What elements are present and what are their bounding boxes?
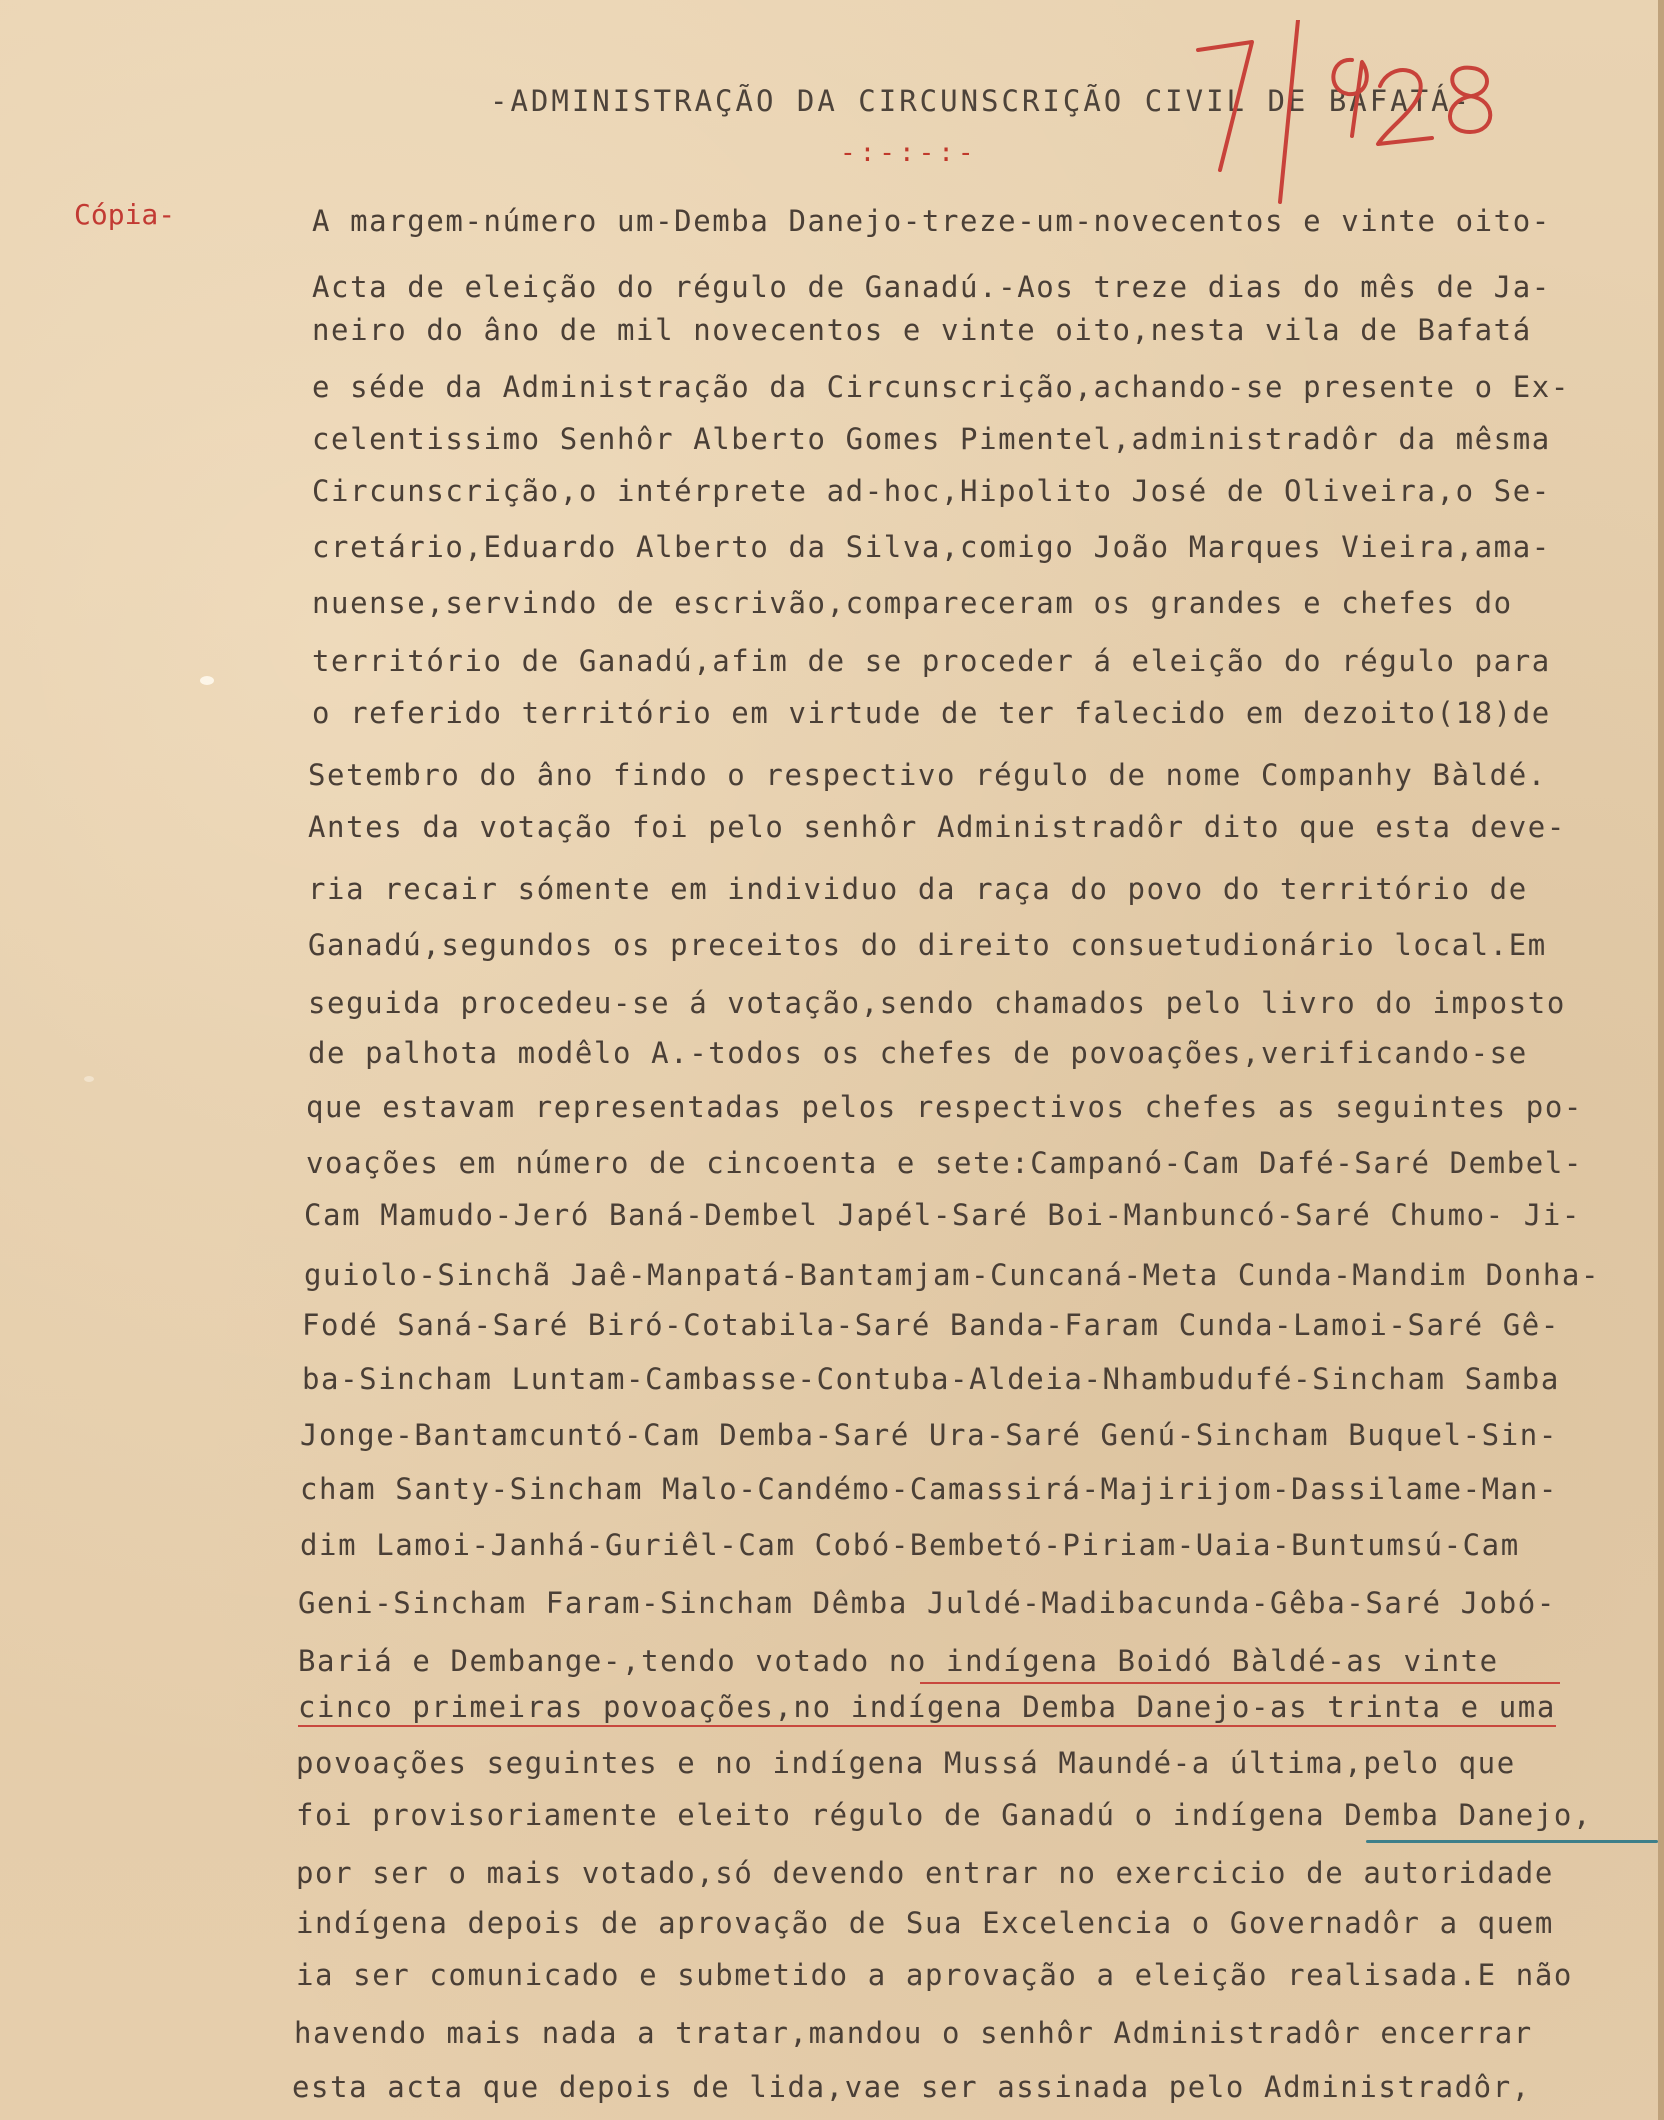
text-line: Bariá e Dembange-,tendo votado no indígena Boidó Bàldé-as vinte (298, 1644, 1499, 1678)
text-line: nuense,servindo de escrivão,compareceram os grandes e chefes do (312, 586, 1513, 620)
text-line: Circunscrição,o intérprete ad-hoc,Hipolito José de Oliveira,o Se- (312, 474, 1551, 508)
text-line: seguida procedeu-se á votação,sendo chamados pelo livro do imposto (308, 986, 1566, 1020)
document-header: -ADMINISTRAÇÃO DA CIRCUNSCRIÇÃO CIVIL DE BAFATÁ- (490, 84, 1473, 118)
text-line: Acta de eleição do régulo de Ganadú.-Aos treze dias do mês de Ja- (312, 270, 1551, 304)
text-line: Cam Mamudo-Jeró Baná-Dembel Japél-Saré Boi-Manbuncó-Saré Chumo- Ji- (304, 1198, 1581, 1232)
text-line: foi provisoriamente eleito régulo de Ganadú o indígena Demba Danejo, (296, 1798, 1593, 1832)
red-underline-annotation (920, 1682, 1560, 1684)
margin-label: Cópia- (74, 198, 176, 231)
text-line: guiolo-Sinchã Jaê-Manpatá-Bantamjam-Cuncaná-Meta Cunda-Mandim Donha- (304, 1258, 1601, 1292)
text-line: que estavam representadas pelos respectivos chefes as seguintes po- (306, 1090, 1583, 1124)
text-line: celentissimo Senhôr Alberto Gomes Pimentel,administradôr da mêsma (312, 422, 1551, 456)
text-line: neiro do âno de mil novecentos e vinte oito,nesta vila de Bafatá (312, 313, 1532, 347)
text-line: havendo mais nada a tratar,mandou o senhôr Administradôr encerrar (294, 2016, 1533, 2050)
text-line: e séde da Administração da Circunscrição,achando-se presente o Ex- (312, 370, 1570, 404)
text-line: Setembro do âno findo o respectivo régulo de nome Companhy Bàldé. (308, 758, 1547, 792)
text-line: A margem-número um-Demba Danejo-treze-um-novecentos e vinte oito- (312, 204, 1551, 238)
text-line: o referido território em virtude de ter falecido em dezoito(18)de (312, 696, 1551, 730)
text-line: indígena depois de aprovação de Sua Excelencia o Governadôr a quem (296, 1906, 1554, 1940)
teal-underline-annotation (1366, 1840, 1658, 1843)
text-line: Geni-Sincham Faram-Sincham Dêmba Juldé-Madibacunda-Gêba-Saré Jobó- (298, 1586, 1556, 1620)
text-line: esta acta que depois de lida,vae ser assinada pelo Administradôr, (292, 2070, 1531, 2104)
text-line: por ser o mais votado,só devendo entrar no exercicio de autoridade (296, 1856, 1554, 1890)
text-line: Fodé Saná-Saré Biró-Cotabila-Saré Banda-Faram Cunda-Lamoi-Saré Gê- (302, 1308, 1560, 1342)
text-line: ia ser comunicado e submetido a aprovação a eleição realisada.E não (296, 1958, 1573, 1992)
text-line: dim Lamoi-Janhá-Guriêl-Cam Cobó-Bembetó-Piriam-Uaia-Buntumsú-Cam (300, 1528, 1520, 1562)
text-line: povoações seguintes e no indígena Mussá Maundé-a última,pelo que (296, 1746, 1516, 1780)
text-line: ria recair sómente em individuo da raça do povo do território de (308, 872, 1528, 906)
text-line: Jonge-Bantamcuntó-Cam Demba-Saré Ura-Saré Genú-Sincham Buquel-Sin- (300, 1418, 1558, 1452)
text-line: voações em número de cincoenta e sete:Campanó-Cam Dafé-Saré Dembel- (306, 1146, 1583, 1180)
text-line: cham Santy-Sincham Malo-Candémo-Camassirá-Majirijom-Dassilame-Man- (300, 1472, 1558, 1506)
text-line: Ganadú,segundos os preceitos do direito consuetudionário local.Em (308, 928, 1547, 962)
text-line: ba-Sincham Luntam-Cambasse-Contuba-Aldeia-Nhambudufé-Sincham Samba (302, 1362, 1560, 1396)
text-line-underlined: cinco primeiras povoações,no indígena Demba Danejo-as trinta e uma (298, 1690, 1556, 1727)
text-line: cretário,Eduardo Alberto da Silva,comigo João Marques Vieira,ama- (312, 530, 1551, 564)
text-line: Antes da votação foi pelo senhôr Administradôr dito que esta deve- (308, 810, 1566, 844)
header-separator: -:-:-:- (840, 138, 978, 168)
text-line: de palhota modêlo A.-todos os chefes de povoações,verificando-se (308, 1036, 1528, 1070)
text-line: território de Ganadú,afim de se proceder á eleição do régulo para (312, 644, 1551, 678)
